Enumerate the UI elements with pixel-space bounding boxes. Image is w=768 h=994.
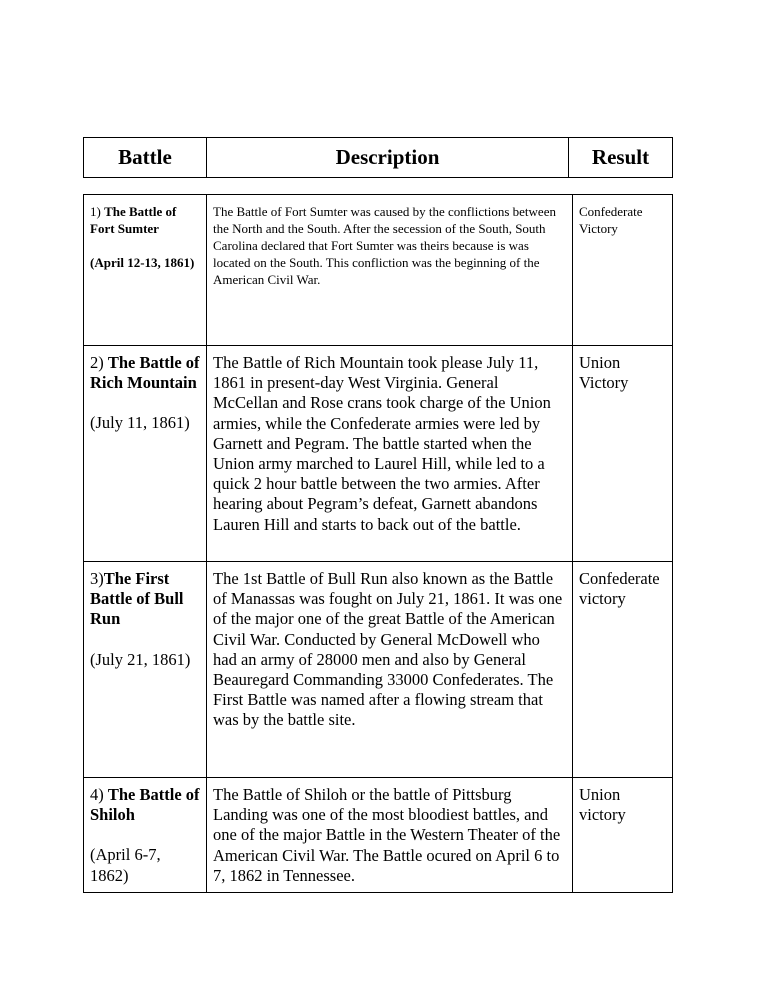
battle-number: 2) xyxy=(90,353,104,372)
table-row xyxy=(84,562,672,778)
battle-date: (April 6-7, 1862) xyxy=(90,845,161,885)
header-battle: Battle xyxy=(84,138,207,177)
result-cell: Confederate Victory xyxy=(579,204,643,236)
result-cell: Confederate victory xyxy=(579,569,660,609)
battle-name: The First Battle of Bull Run xyxy=(90,569,184,629)
result-cell: Union victory xyxy=(579,785,626,825)
battle-name: The Battle of Shiloh xyxy=(90,785,200,825)
description-cell: The Battle of Rich Mountain took please July 11, 1861 in present-day West Virginia. General McCellan and Rose crans took charge of the Union armies, while the Confederate armies were led by Garnett and Pegram. The battle started when the Union army marched to Laurel Hill, while led to a quick 2 hour battle between the two armies. After hearing about Pegram’s defeat, Garnett abandons Lauren Hill and starts to back out of the battle. xyxy=(207,346,573,561)
table-row xyxy=(84,195,672,346)
description-cell: The Battle of Shiloh or the battle of Pittsburg Landing was one of the most bloodiest battles, and one of the major Battle in the Western Theater of the American Civil War. The Battle ocured on April 6 to 7, 1862 in Tennessee. xyxy=(207,778,573,892)
battle-name: The Battle of Fort Sumter xyxy=(90,204,177,236)
description-cell: The Battle of Fort Sumter was caused by the conflictions between the North and the South. After the secession of the South, South Carolina declared that Fort Sumter was theirs because is was located on the South. This confliction was the beginning of the American Civil War. xyxy=(207,195,573,345)
battle-number: 3) xyxy=(90,569,104,588)
header-description: Description xyxy=(207,138,569,177)
battle-date: (July 21, 1861) xyxy=(90,649,191,669)
battle-cell xyxy=(84,778,207,892)
battle-number: 1) xyxy=(90,204,101,219)
battle-name: The Battle of Rich Mountain xyxy=(90,353,200,393)
battle-number: 4) xyxy=(90,785,104,804)
battles-table xyxy=(83,194,673,893)
battle-date: (April 12-13, 1861) xyxy=(90,255,195,270)
battle-cell xyxy=(84,562,207,777)
description-cell: The 1st Battle of Bull Run also known as the Battle of Manassas was fought on July 21, 1861. It was one of the major one of the great Battle of the American Civil War. Conducted by General McDowell who had an army of 28000 men and also by General Beauregard Commanding 33000 Confederates. The First Battle was named after a flowing stream that was by the battle site. xyxy=(207,562,573,777)
table-row xyxy=(84,778,672,892)
battle-cell xyxy=(84,346,207,561)
table-row xyxy=(84,346,672,562)
battle-cell xyxy=(84,195,207,345)
battle-date: (July 11, 1861) xyxy=(90,413,190,433)
header-table xyxy=(83,137,673,178)
result-cell: Union Victory xyxy=(579,353,629,393)
header-result: Result xyxy=(591,145,650,169)
